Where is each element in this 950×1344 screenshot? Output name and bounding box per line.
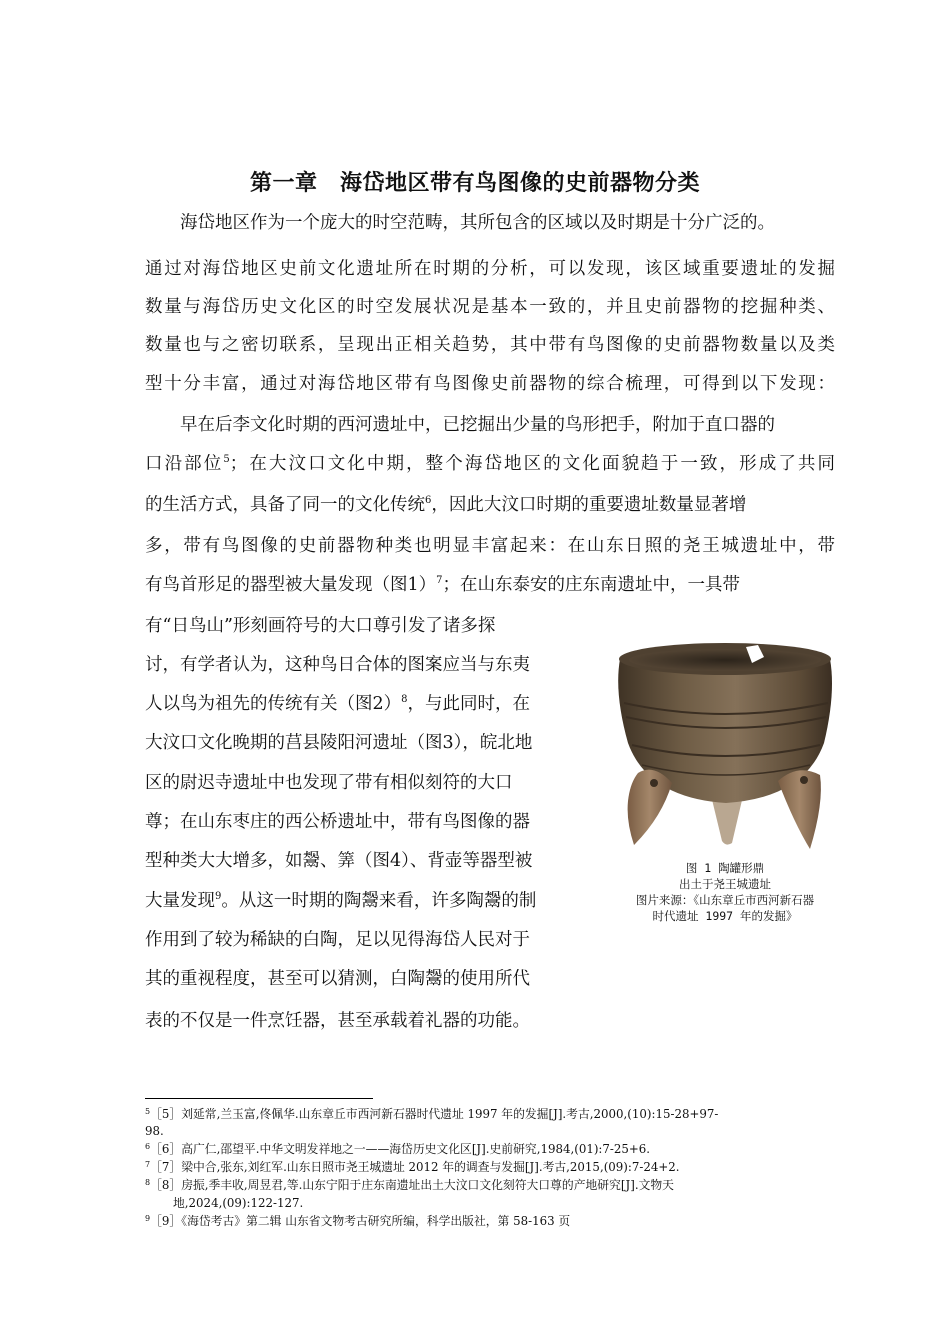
paragraph-line: 表的不仅是一件烹饪器，甚至承载着礼器的功能。: [145, 1011, 530, 1031]
footnote-5-cont: 98.: [145, 1124, 164, 1138]
paragraph-line: 大汶口文化晚期的莒县陵阳河遗址（图3），皖北地: [145, 733, 533, 753]
paragraph-line: 通过对海岱地区史前文化遗址所在时期的分析，可以发现，该区域重要遗址的发掘: [145, 259, 835, 279]
paragraph-line: 尊；在山东枣庄的西公桥遗址中，带有鸟图像的器: [145, 812, 530, 832]
figure-1-source: 图片来源：《山东章丘市西河新石器: [635, 893, 815, 907]
figure-1-caption: 出土于尧王城遗址: [679, 877, 771, 891]
paragraph-line: 其的重视程度，甚至可以猜测，白陶鬶的使用所代: [145, 969, 530, 989]
paragraph-line: 的生活方式，具备了同一的文化传统$^6$，因此大汶口时期的重要遗址数量显著增: [145, 495, 747, 515]
footnote-ref[interactable]: 8: [401, 694, 408, 705]
paragraph-line: 型种类大大增多，如鬶、筭（图4）、背壶等器型被: [145, 851, 533, 871]
paragraph-line: 有鸟首形足的器型被大量发现（图1）$^7$；在山东泰安的庄东南遗址中，一具带: [145, 575, 741, 595]
footnote-8: $^8$［8］房振,季丰收,周昱君,等.山东宁阳于庄东南遗址出土大汶口文化刻符大口尊的产地研究[J].文物天: [145, 1178, 674, 1192]
paragraph-line: 人以鸟为祖先的传统有关（图2）$^8$，与此同时，在: [145, 694, 531, 714]
paragraph-line: 海岱地区作为一个庞大的时空范畴，其所包含的区域以及时期是十分广泛的。: [180, 213, 775, 233]
paragraph-line: 大量发现$^9$。从这一时期的陶鬶来看，许多陶鬶的制: [145, 891, 537, 911]
paragraph-line: 口沿部位$^5$；在大汶口文化中期，整个海岱地区的文化面貌趋于一致，形成了共同: [145, 454, 836, 474]
paragraph-line: 讨，有学者认为，这种鸟日合体的图案应当与东夷: [145, 655, 530, 675]
footnote-ref[interactable]: 6: [425, 495, 432, 506]
figure-1-source: 时代遗址 1997 年的发掘》: [652, 909, 798, 923]
paragraph-line: 区的尉迟寺遗址中也发现了带有相似刻符的大口: [145, 773, 513, 793]
figure-1-image: [598, 633, 852, 855]
figure-1-caption: 图 1 陶罐形鼎: [685, 861, 765, 875]
footnote-5: $^5$［5］刘延常,兰玉富,佟佩华.山东章丘市西河新石器时代遗址 1997 年的发掘[J].考古,2000,(10):15-28+97-: [145, 1107, 719, 1121]
paragraph-line: 早在后李文化时期的西河遗址中，已挖掘出少量的鸟形把手，附加于直口器的: [180, 415, 775, 435]
footnote-6: $^6$［6］高广仁,邵望平.中华文明发祥地之一——海岱历史文化区[J].史前研究,1984,(01):7-25+6.: [145, 1142, 651, 1156]
footnote-ref[interactable]: 9: [215, 891, 222, 902]
footnote-divider: [145, 1098, 373, 1099]
paragraph-line: 型十分丰富，通过对海岱地区带有鸟图像史前器物的综合梳理，可得到以下发现：: [145, 374, 835, 394]
footnote-ref[interactable]: 5: [223, 454, 230, 465]
paragraph-line: 数量也与之密切联系，呈现出正相关趋势，其中带有鸟图像的史前器物数量以及类: [145, 335, 835, 355]
chapter-title: 第一章 海岱地区带有鸟图像的史前器物分类: [249, 171, 700, 196]
paragraph-line: 数量与海岱历史文化区的时空发展状况是基本一致的，并且史前器物的挖掘种类、: [145, 297, 835, 317]
footnote-8-cont: 地,2024,(09):122-127.: [173, 1196, 304, 1210]
footnote-9: $^9$［9］《海岱考古》第二辑 山东省文物考古研究所编，科学出版社，第 58-163 页: [145, 1214, 571, 1228]
footnote-7: $^7$［7］梁中合,张东,刘红军.山东日照市尧王城遗址 2012 年的调查与发掘[J].考古,2015,(09):7-24+2.: [145, 1160, 680, 1174]
paragraph-line: 作用到了较为稀缺的白陶，足以见得海岱人民对于: [145, 930, 530, 950]
paragraph-line: 多，带有鸟图像的史前器物种类也明显丰富起来：在山东日照的尧王城遗址中，带: [145, 536, 835, 556]
paragraph-line: 有“日鸟山”形刻画符号的大口尊引发了诸多探: [145, 616, 496, 636]
footnote-ref[interactable]: 7: [436, 575, 443, 586]
